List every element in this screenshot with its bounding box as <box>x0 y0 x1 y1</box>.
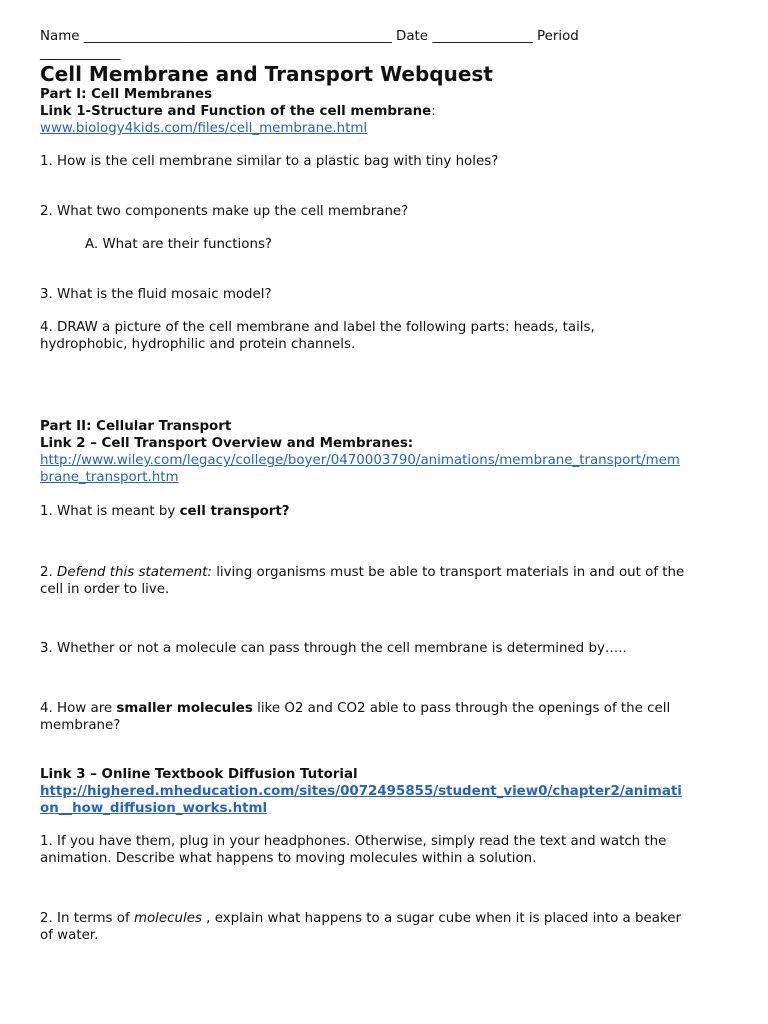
part1-heading: Part I: Cell Membranes <box>40 87 213 102</box>
student-info-line <box>40 28 720 45</box>
part1-question-2a: A. What are their functions? <box>85 237 273 252</box>
link2-url-line-1[interactable]: http://www.wiley.com/legacy/college/boyer/0470003790/animations/membrane_transport/mem <box>40 453 680 468</box>
link2-label: Link 2 – Cell Transport Overview and Membranes: <box>40 436 414 451</box>
part1-question-4 <box>40 319 720 353</box>
q2-line-2: cell in order to live. <box>40 582 170 597</box>
link3-label: Link 3 – Online Textbook Diffusion Tutorial <box>40 767 358 782</box>
part2-question-4 <box>40 700 720 734</box>
q4-line-1 <box>40 700 720 717</box>
l3q2-rest: , explain what happens to a sugar cube when it is placed into a beaker <box>201 911 681 926</box>
period-label: Period <box>537 29 579 44</box>
q2-italic: Defend this statement: <box>57 565 212 580</box>
q1-bold: cell transport? <box>179 504 290 519</box>
q2-prefix: 2. <box>40 565 58 580</box>
period-blank-line <box>40 45 720 62</box>
period-blank[interactable]: ____________ <box>40 46 121 61</box>
page-title: Cell Membrane and Transport Webquest <box>40 62 493 86</box>
link3-url-line-2[interactable]: on__how_diffusion_works.html <box>40 801 268 816</box>
part2-heading: Part II: Cellular Transport <box>40 419 232 434</box>
date-blank[interactable]: _______________ <box>432 29 533 44</box>
l3q2-italic: molecules <box>133 911 202 926</box>
link3-question-2 <box>40 910 720 944</box>
q4-rest: like O2 and CO2 able to pass through the openings of the cell <box>252 701 671 716</box>
link1-colon: : <box>431 104 436 119</box>
q4-prefix: 4. How are <box>40 701 117 716</box>
link1-url[interactable]: www.biology4kids.com/files/cell_membrane.html <box>40 121 368 136</box>
l3q2-prefix: 2. In terms of <box>40 911 134 926</box>
link1-url-row <box>40 120 720 137</box>
l3q2-line-2: of water. <box>40 928 99 943</box>
q4-line-2: hydrophobic, hydrophilic and protein channels. <box>40 337 356 352</box>
part1-link-heading <box>40 103 720 120</box>
q4-line-1: 4. DRAW a picture of the cell membrane and label the following parts: heads, tails, <box>40 320 595 335</box>
l3q1-line-2: animation. Describe what happens to moving molecules within a solution. <box>40 851 537 866</box>
q4-bold: smaller molecules <box>116 701 253 716</box>
link1-label: Link 1-Structure and Function of the cell membrane <box>40 104 432 119</box>
part1-question-1: 1. How is the cell membrane similar to a plastic bag with tiny holes? <box>40 154 499 169</box>
part2-question-1 <box>40 503 720 520</box>
l3q2-line-1 <box>40 910 720 927</box>
name-blank[interactable]: ______________________________________________ <box>83 29 392 44</box>
date-label: Date <box>396 29 429 44</box>
link2-url[interactable] <box>40 452 720 486</box>
link3-url[interactable] <box>40 783 720 817</box>
part2-question-2 <box>40 564 720 598</box>
part1-question-2: 2. What two components make up the cell membrane? <box>40 204 409 219</box>
part1-question-3: 3. What is the fluid mosaic model? <box>40 287 272 302</box>
link3-url-line-1[interactable]: http://highered.mheducation.com/sites/0072495855/student_view0/chapter2/animati <box>40 784 682 799</box>
link2-url-line-2[interactable]: brane_transport.htm <box>40 470 179 485</box>
q2-line-1 <box>40 564 720 581</box>
name-label: Name <box>40 29 80 44</box>
link3-question-1 <box>40 833 720 867</box>
q4-line-2: membrane? <box>40 718 121 733</box>
q2-rest: living organisms must be able to transport materials in and out of the <box>211 565 685 580</box>
part2-question-3: 3. Whether or not a molecule can pass through the cell membrane is determined by….. <box>40 641 627 656</box>
q1-prefix: 1. What is meant by <box>40 504 180 519</box>
l3q1-line-1: 1. If you have them, plug in your headphones. Otherwise, simply read the text and watch the <box>40 834 667 849</box>
